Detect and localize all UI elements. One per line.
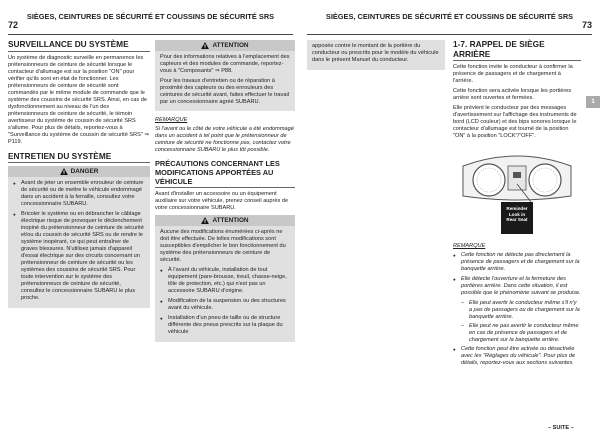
attention-item: ● Modification de la suspension ou des structures avant du véhicule.	[160, 298, 290, 312]
attention-continued-box	[307, 40, 445, 70]
column-3	[307, 40, 445, 70]
remark-item: ● Cette fonction ne détecte pas directement la présence de passagers et de chargement sur la banquette arrière.	[453, 252, 581, 273]
header-rule-right	[307, 34, 592, 35]
header-rule-left	[8, 34, 293, 35]
attention-item: ● Installation d'un pneu de taille ou de structure différente des pneus prescrits sur la plaque du véhicule	[160, 315, 290, 336]
remark-block	[155, 117, 295, 154]
column-1	[8, 40, 150, 308]
heading-precautions: PRÉCAUTIONS CONCERNANT LES MODIFICATIONS APPORTÉES AU VÉHICULE	[155, 159, 295, 188]
danger-body	[8, 177, 150, 308]
attention-box-1	[155, 40, 295, 111]
warning-triangle-icon	[201, 42, 209, 49]
danger-item: ● Bricoler le système ou en débrancher le câblage électrique risque de provoquer le déclenchement inopiné du prétensionneur de ceinture de sécurité et/ou du coussin de sécurité SRS ou de rendre le système inopérant, ce qui peut entraîner de graves blessures. N'utilisez jamais d'appareil d'essai électrique sur des circuits concernant un prétensionneur de ceinture de sécurité ou les systèmes des coussins de sécurité SRS. Pour toute intervention sur le système des prétensionneurs de ceinture de sécurité, consultez le concessionnaire SUBARU le plus proche.	[13, 211, 145, 302]
remark-title: REMARQUE	[155, 117, 188, 123]
reminder-line: Look in	[508, 211, 526, 217]
header-title-right: SIÈGES, CEINTURES DE SÉCURITÉ ET COUSSINS DE SÉCURITÉ SRS	[325, 12, 574, 21]
para-precautions: Avant d'installer un accessoire ou un équipement auxiliaire sur votre véhicule, prenez conseil auprès de votre concessionnaire SUBARU.	[155, 191, 289, 211]
attention-continued-text: apposée contre le montant de la portière du conducteur ou prescrits pour le modèle du véhicule dans le présent Manuel du conducteur.	[312, 43, 439, 63]
para-surveillance: Un système de diagnostic surveille en permanence les prétensionneurs de ceinture de sécurité lorsque le contacteur d'allumage est sur la position "ON" pour vérifier qu'ils sont en état de fonctionner. Les prétensionneurs de ceinture de sécurité sont commandés par le même module de commande que le système des coussins de sécurité SRS. Ainsi, en cas de dysfonctionnement au niveau de l'un des prétensionneurs de ceinture de sécurité, le témoin avertisseur du système de coussin de sécurité SRS s'allume. Pour plus de détails, reportez-vous à "Surveillance du système de coussin de sécurité SRS" ⇒ P119.	[8, 54, 150, 145]
warning-triangle-icon	[201, 217, 209, 224]
chapter-tab: 1	[586, 96, 600, 108]
remark-dash-item: – Elle peut ne pas avertir le conducteur même en cas de présence de passagers et de chargement sur la banquette arrière.	[461, 323, 581, 344]
remark-block-right	[453, 243, 581, 367]
heading-surveillance: SURVEILLANCE DU SYSTÈME	[8, 40, 150, 52]
page-header-left	[8, 10, 293, 36]
page-number-left: 72	[8, 20, 19, 30]
attention-label: ATTENTION	[212, 217, 249, 224]
attention-header-1	[155, 40, 295, 51]
para-rappel-3: Elle prévient le conducteur par des messages d'avertissement sur l'affichage des instruments de bord (LCD couleur) et des bips sonores lorsque le contacteur d'allumage est tourné de la position "ON" à la position "LOCK"/"OFF".	[453, 105, 577, 139]
danger-label: DANGER	[70, 168, 99, 175]
reminder-line: Reminder	[506, 206, 528, 211]
heading-rappel: 1-7. RAPPEL DE SIÈGE ARRIÈRE	[453, 40, 581, 61]
attention-text: Pour les travaux d'entretien ou de réparation à proximité des capteurs ou des enrouleurs des ceintures de sécurité avant, faites effectuer le travail par un concessionnaire agréé SUBARU.	[160, 77, 289, 105]
remark-title-right: REMARQUE	[453, 243, 486, 249]
column-4	[453, 40, 581, 370]
attention-text: Pour des informations relatives à l'emplacement des capteurs et des modules de commande, reportez-vous à "Composants" ⇒ P88.	[160, 54, 290, 74]
danger-box	[8, 166, 150, 308]
reminder-display	[501, 206, 533, 223]
remark-item: ● Cette fonction peut être activée ou désactivée avec les "Réglages du véhicule". Pour plus de détails, reportez-vous aux sections suivantes.	[453, 346, 581, 367]
attention-body-1	[155, 51, 295, 111]
attention-body-2	[155, 226, 295, 342]
para-rappel-2: Cette fonction sera activée lorsque les portières arrière sont ouvertes et fermées.	[453, 88, 572, 101]
page-header-right	[307, 10, 592, 36]
footer-continued: – SUITE –	[548, 425, 574, 431]
remark-item: ● Elle détecte l'ouverture et la fermeture des portières arrière. Dans cette situation, il est possible que le phénomène suivant se produise.	[453, 276, 581, 297]
danger-item: ● Avant de jeter un ensemble enrouleur de ceinture de sécurité ou de mettre le véhicule endommagé dans un accident à la ferraille, consultez votre concessionnaire SUBARU.	[13, 180, 145, 208]
reminder-line: Rear Seat	[506, 217, 528, 223]
header-title-left: SIÈGES, CEINTURES DE SÉCURITÉ ET COUSSINS DE SÉCURITÉ SRS	[26, 12, 275, 21]
column-2	[155, 40, 295, 342]
attention-box-2	[155, 215, 295, 342]
heading-entretien: ENTRETIEN DU SYSTÈME	[8, 152, 150, 164]
para-rappel-1: Cette fonction invite le conducteur à confirmer la présence de passagers et de chargement à l'arrière.	[453, 64, 573, 84]
attention-header-2	[155, 215, 295, 226]
attention-intro: Aucune des modifications énumérées ci-après ne doit être effectuée. De telles modifications sont susceptibles d'empêcher le bon fonctionnement du système des prétensionneurs de ceinture de sécurité.	[160, 229, 286, 263]
warning-triangle-icon	[60, 168, 68, 175]
attention-label: ATTENTION	[212, 42, 249, 49]
instrument-cluster-graphic	[453, 144, 581, 240]
attention-continued-body	[307, 40, 445, 70]
remark-text: Si l'avant ou le côté de votre véhicule a été endommagé dans un accident à tel point que le prétensionneur de ceinture de sécurité ne fonctionne pas, contactez votre concessionnaire SUBARU le plus tôt possible.	[155, 126, 294, 153]
remark-dash-item: – Elle peut avertir le conducteur même s'il n'y a pas de passagers ou de chargement sur la banquette arrière.	[461, 300, 581, 321]
danger-header	[8, 166, 150, 177]
attention-item: ● À l'avant du véhicule, installation de tout équipement (pare-brousse, treuil, chasse-neige, tôle de protection, etc.) qui n'est pas un accessoire SUBARU d'origine.	[160, 267, 290, 295]
instrument-cluster-illustration	[453, 144, 581, 240]
page-number-right: 73	[581, 20, 592, 30]
